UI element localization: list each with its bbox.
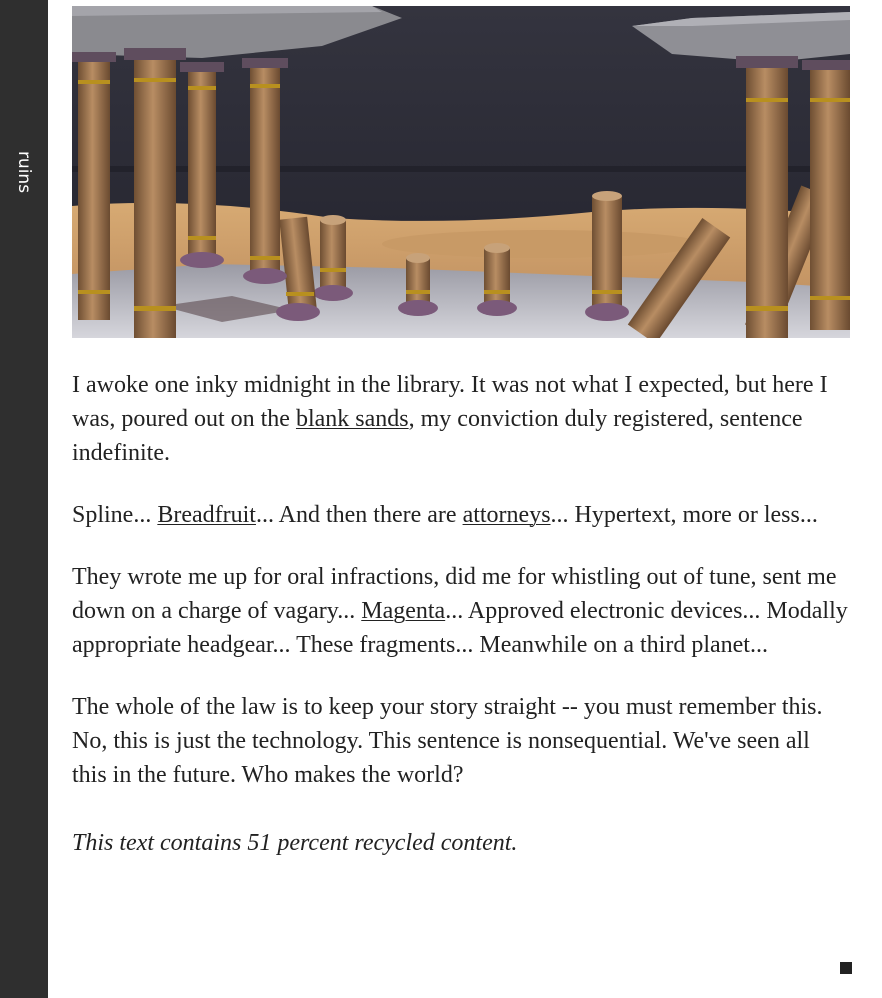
link-blank-sands[interactable]: blank sands: [295, 406, 409, 432]
paragraph-1-text-after: , my conviction duly registered, sentence indefinite.: [72, 406, 803, 466]
paragraph-2-text-2: ... And then there are: [255, 502, 463, 528]
paragraph-2-text-1: Spline...: [72, 502, 158, 528]
paragraph-3: [72, 560, 850, 662]
paragraph-4: The whole of the law is to keep your story straight -- you must remember this. No, this is just the technology. This sentence is nonsequential. We've seen all this in the future. Who makes the world?: [72, 694, 823, 788]
story-text: [72, 368, 850, 860]
link-magenta[interactable]: Magenta: [361, 598, 446, 624]
paragraph-1: [72, 368, 850, 470]
ruins-scene-image: [72, 6, 850, 338]
sidebar-label[interactable]: ruins: [14, 150, 34, 194]
recycled-content-note: This text contains 51 percent recycled content.: [72, 830, 518, 856]
paragraph-2-text-3: ... Hypertext, more or less...: [550, 502, 818, 528]
paragraph-2: [72, 498, 850, 532]
paragraph-1-text-before: I awoke one inky midnight in the library. It was not what I expected, but here I was, poured out on the: [72, 372, 828, 432]
paragraph-3-text-before: They wrote me up for oral infractions, did me for whistling out of tune, sent me down on a charge of vagary...: [72, 564, 837, 624]
corner-square-icon[interactable]: [840, 962, 852, 974]
sidebar[interactable]: [0, 0, 48, 998]
main-content: [72, 6, 850, 860]
link-breadfruit[interactable]: Breadfruit: [157, 502, 256, 528]
link-attorneys[interactable]: attorneys: [462, 502, 551, 528]
paragraph-3-text-after: ... Approved electronic devices... Modally appropriate headgear... These fragments... Meanwhile on a third planet...: [72, 598, 848, 658]
